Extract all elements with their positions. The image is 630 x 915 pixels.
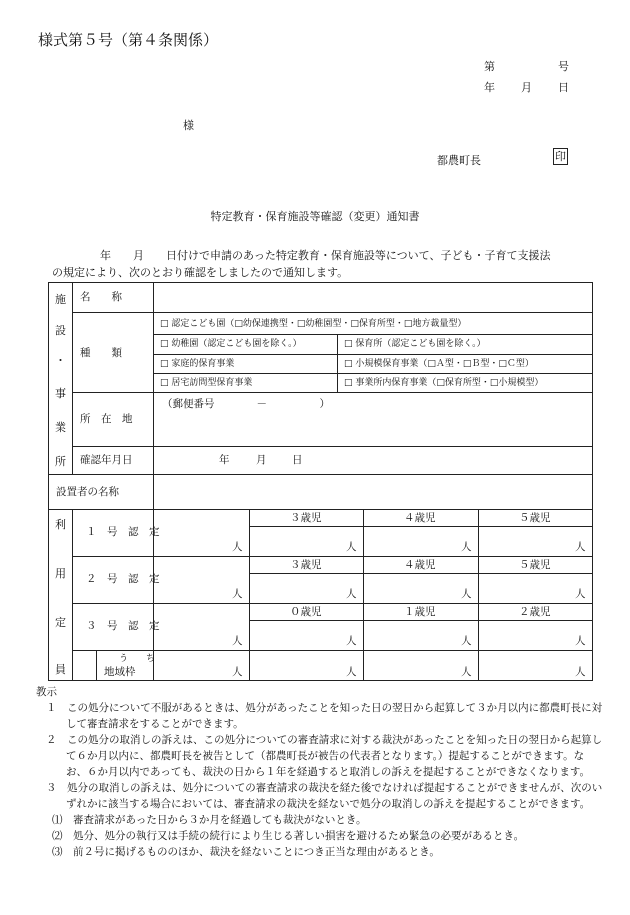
issue-number-dai: 第 bbox=[484, 60, 495, 73]
issue-date-year: 年 bbox=[484, 81, 495, 94]
facility-side-2: 設 bbox=[55, 324, 66, 337]
regional-label: 地域枠 bbox=[104, 666, 136, 678]
name-label: 名 称 bbox=[80, 291, 122, 303]
seal-mark: 印 bbox=[555, 150, 566, 163]
age-header-3-c: ２歳児 bbox=[519, 606, 551, 618]
instruction-3-sub-3: ⑶ 前２号に掲げるもののほか、裁決を経ないことにつき正当な理由があるとき。 bbox=[52, 846, 440, 858]
cert-1-label: １ 号 認 定 bbox=[86, 526, 160, 538]
facility-side-1: 施 bbox=[55, 293, 66, 306]
facility-side-4: 事 bbox=[55, 387, 66, 400]
person-unit: 人 bbox=[461, 666, 472, 678]
confirm-date-year: 年 bbox=[219, 454, 230, 466]
type-option-certified-center: □ 認定こども園（□幼保連携型・□幼稚園型・□保育所型・□地方裁量型） bbox=[160, 319, 467, 329]
age-header-2-b: ４歳児 bbox=[404, 559, 436, 571]
addressee-suffix: 様 bbox=[183, 119, 194, 132]
confirm-date-label: 確認年月日 bbox=[80, 454, 133, 466]
instruction-3: ３ 処分の取消しの訴えは、処分についての審査請求の裁決を経た後でなければ提起することができませんが、次のいずれかに該当する場合においては、審査請求の裁決を経ないで処分の取消しの訴えを提起することができます。 bbox=[46, 782, 603, 810]
instructions-heading: 教示 bbox=[36, 686, 57, 698]
issue-date-day: 日 bbox=[558, 81, 569, 94]
age-header-3-a: ０歳児 bbox=[290, 606, 322, 618]
person-unit: 人 bbox=[575, 666, 586, 678]
instructions bbox=[36, 684, 604, 860]
person-unit: 人 bbox=[575, 635, 586, 647]
cert-2-label: ２ 号 認 定 bbox=[86, 573, 160, 585]
confirm-date-month: 月 bbox=[256, 454, 267, 466]
intro-line-1: 年 月 日付けで申請のあった特定教育・保育施設等について、子ども・子育て支援法 bbox=[100, 249, 551, 262]
age-header-2-c: ５歳児 bbox=[519, 559, 551, 571]
age-header-1-b: ４歳児 bbox=[404, 512, 436, 524]
instruction-3-sub-2: ⑵ 処分、処分の執行又は手続の続行により生じる著しい損害を避けるため緊急の必要があるとき。 bbox=[52, 830, 525, 842]
document-title: 特定教育・保育施設等確認（変更）通知書 bbox=[210, 210, 420, 223]
uchi-label: う ち bbox=[119, 654, 156, 664]
type-option-nursery: □ 保育所（認定こども園を除く。） bbox=[344, 339, 486, 349]
person-unit: 人 bbox=[346, 541, 357, 553]
type-option-home-care: □ 家庭的保育事業 bbox=[160, 359, 235, 369]
facility-side-3: ・ bbox=[55, 354, 66, 367]
type-option-small-scale: □ 小規模保育事業（□Ａ型・□Ｂ型・□Ｃ型） bbox=[344, 359, 534, 369]
cert-3-label: ３ 号 認 定 bbox=[86, 620, 160, 632]
instruction-3-sub-1: ⑴ 審査請求があった日から３か月を経過しても裁決がないとき。 bbox=[52, 814, 367, 826]
person-unit: 人 bbox=[461, 635, 472, 647]
person-unit: 人 bbox=[461, 588, 472, 600]
capacity-side-1: 利 bbox=[55, 518, 66, 531]
person-unit: 人 bbox=[346, 635, 357, 647]
issuer-name: 都農町長 bbox=[437, 154, 481, 167]
person-unit: 人 bbox=[346, 666, 357, 678]
intro-line-2: の規定により、次のとおり確認をしましたので通知します。 bbox=[52, 266, 349, 279]
type-option-workplace: □ 事業所内保育事業（□保育所型・□小規模型） bbox=[344, 378, 544, 388]
capacity-side-3: 定 bbox=[55, 616, 66, 629]
type-option-home-visit: □ 居宅訪問型保育事業 bbox=[160, 378, 253, 388]
age-header-1-c: ５歳児 bbox=[519, 512, 551, 524]
issue-date-month: 月 bbox=[521, 81, 532, 94]
person-unit: 人 bbox=[232, 635, 243, 647]
postal-code-field: （郵便番号 － ） bbox=[162, 398, 330, 410]
instruction-1: １ この処分について不服があるときは、処分があったことを知った日の翌日から起算して３か月以内に都農町長に対して審査請求をすることができます。 bbox=[46, 702, 603, 730]
age-header-1-a: ３歳児 bbox=[290, 512, 322, 524]
type-label: 種 類 bbox=[80, 347, 122, 359]
instruction-2: ２ この処分の取消しの訴えは、この処分についての審査請求に対する裁決があったことを知った日の翌日から起算して６か月以内に、都農町長を被告として（都農町長が被告の代表者となります。）提起することができます。なお、６か月以内であっても、裁決の日から１年を経過すると取消しの訴えを提起することができなくなります。 bbox=[46, 734, 603, 778]
issue-number-go: 号 bbox=[558, 60, 569, 73]
type-option-kindergarten: □ 幼稚園（認定こども園を除く。） bbox=[160, 339, 302, 349]
person-unit: 人 bbox=[575, 541, 586, 553]
form-number: 様式第５号（第４条関係） bbox=[38, 31, 219, 49]
person-unit: 人 bbox=[232, 666, 243, 678]
facility-side-6: 所 bbox=[55, 455, 66, 468]
person-unit: 人 bbox=[575, 588, 586, 600]
person-unit: 人 bbox=[232, 588, 243, 600]
age-header-2-a: ３歳児 bbox=[290, 559, 322, 571]
facility-side-5: 業 bbox=[55, 421, 66, 434]
capacity-side-2: 用 bbox=[55, 567, 66, 580]
person-unit: 人 bbox=[346, 588, 357, 600]
founder-label: 設置者の名称 bbox=[56, 486, 119, 498]
capacity-side-4: 員 bbox=[55, 663, 66, 676]
person-unit: 人 bbox=[461, 541, 472, 553]
address-label: 所 在 地 bbox=[80, 413, 133, 425]
age-header-3-b: １歳児 bbox=[404, 606, 436, 618]
person-unit: 人 bbox=[232, 541, 243, 553]
confirm-date-day: 日 bbox=[292, 454, 303, 466]
